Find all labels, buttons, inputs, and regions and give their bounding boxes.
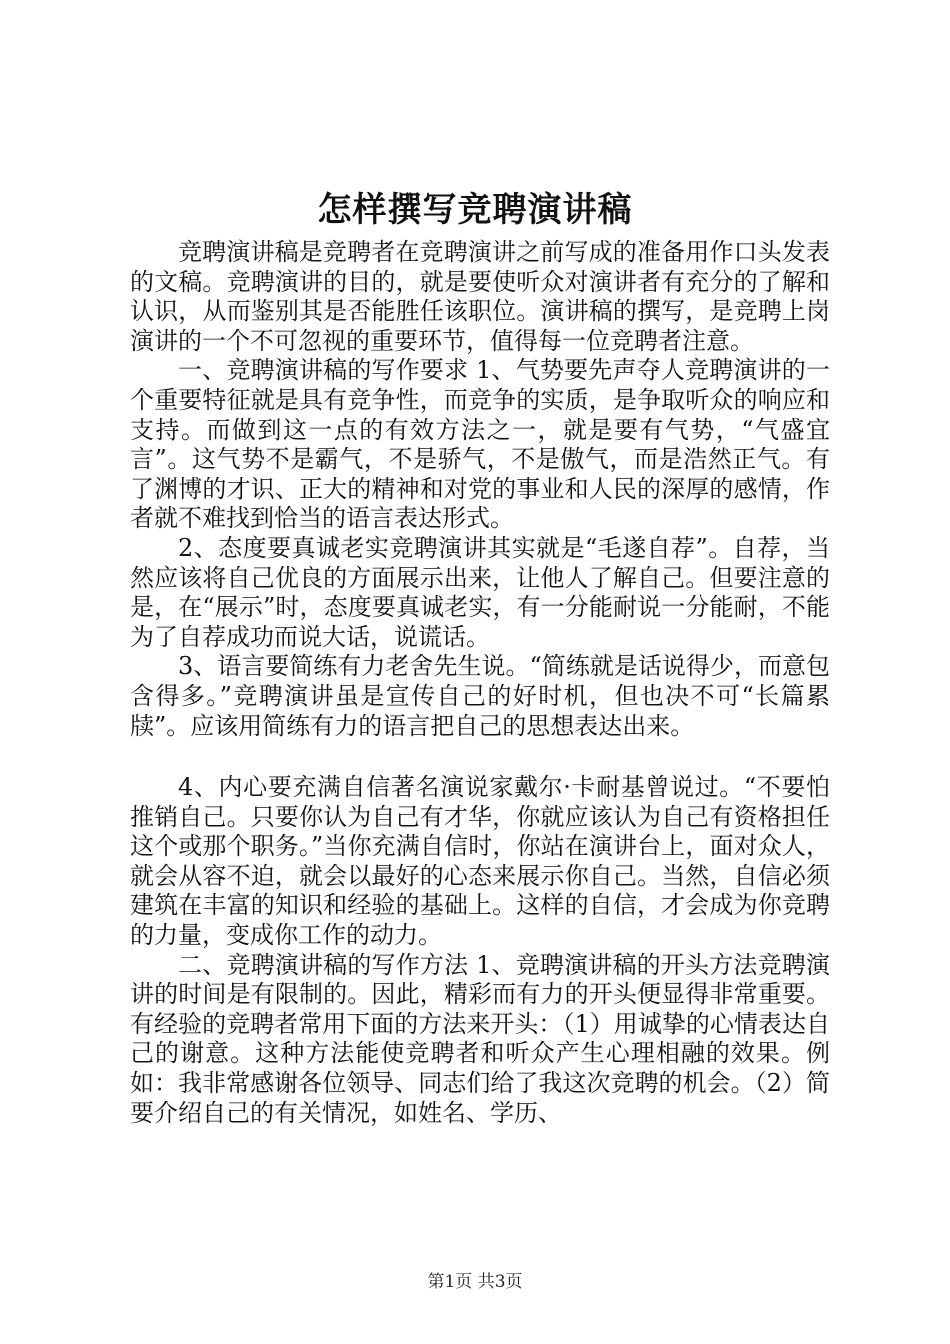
page-footer: 第1页 共3页 [427,1272,523,1292]
paragraph-item-three: 3、语言要简练有力老舍先生说。“简练就是话说得少，而意包含得多。”竞聘演讲虽是宣传自己的好时机，但也决不可“长篇累牍”。应该用简练有力的语言把自己的思想表达出来。 [130,652,830,740]
paragraph-section-two: 二、竞聘演讲稿的写作方法 1、竞聘演讲稿的开头方法竞聘演讲的时间是有限制的。因此，精彩而有力的开头便显得非常重要。有经验的竞聘者常用下面的方法来开头：（1）用诚挚的心情表达自己的谢意。这种方法能使竞聘者和听众产生心理相融的效果。例如：我非常感谢各位领导、同志们给了我这次竞聘的机会。（2）简要介绍自己的有关情况，如姓名、学历、 [130,950,830,1127]
document-body [130,238,830,1128]
paragraph-gap [130,741,830,773]
document-title: 怎样撰写竞聘演讲稿 [317,190,633,230]
paragraph-item-two: 2、态度要真诚老实竞聘演讲其实就是“毛遂自荐”。自荐，当然应该将自己优良的方面展示出来，让他人了解自己。但要注意的是，在“展示”时，态度要真诚老实，有一分能耐说一分能耐，不能为了自荐成功而说大话，说谎话。 [130,533,830,651]
paragraph-section-one: 一、竞聘演讲稿的写作要求 1、气势要先声夺人竞聘演讲的一个重要特征就是具有竞争性，而竞争的实质，是争取听众的响应和支持。而做到这一点的有效方法之一，就是要有气势，“气盛宜言”。这气势不是霸气，不是骄气，不是傲气，而是浩然正气。有了渊博的才识、正大的精神和对党的事业和人民的深厚的感情，作者就不难找到恰当的语言表达形式。 [130,356,830,533]
paragraph-intro: 竞聘演讲稿是竞聘者在竞聘演讲之前写成的准备用作口头发表的文稿。竞聘演讲的目的，就是要使听众对演讲者有充分的了解和认识，从而鉴别其是否能胜任该职位。演讲稿的撰写，是竞聘上岗演讲的一个不可忽视的重要环节，值得每一位竞聘者注意。 [130,238,830,355]
paragraph-item-four: 4、内心要充满自信著名演说家戴尔·卡耐基曾说过。“不要怕推销自己。只要你认为自己有才华，你就应该认为自己有资格担任这个或那个职务。”当你充满自信时，你站在演讲台上，面对众人，就会从容不迫，就会以最好的心态来展示你自己。当然，自信必须建筑在丰富的知识和经验的基础上。这样的自信，才会成为你竞聘的力量，变成你工作的动力。 [130,773,830,950]
